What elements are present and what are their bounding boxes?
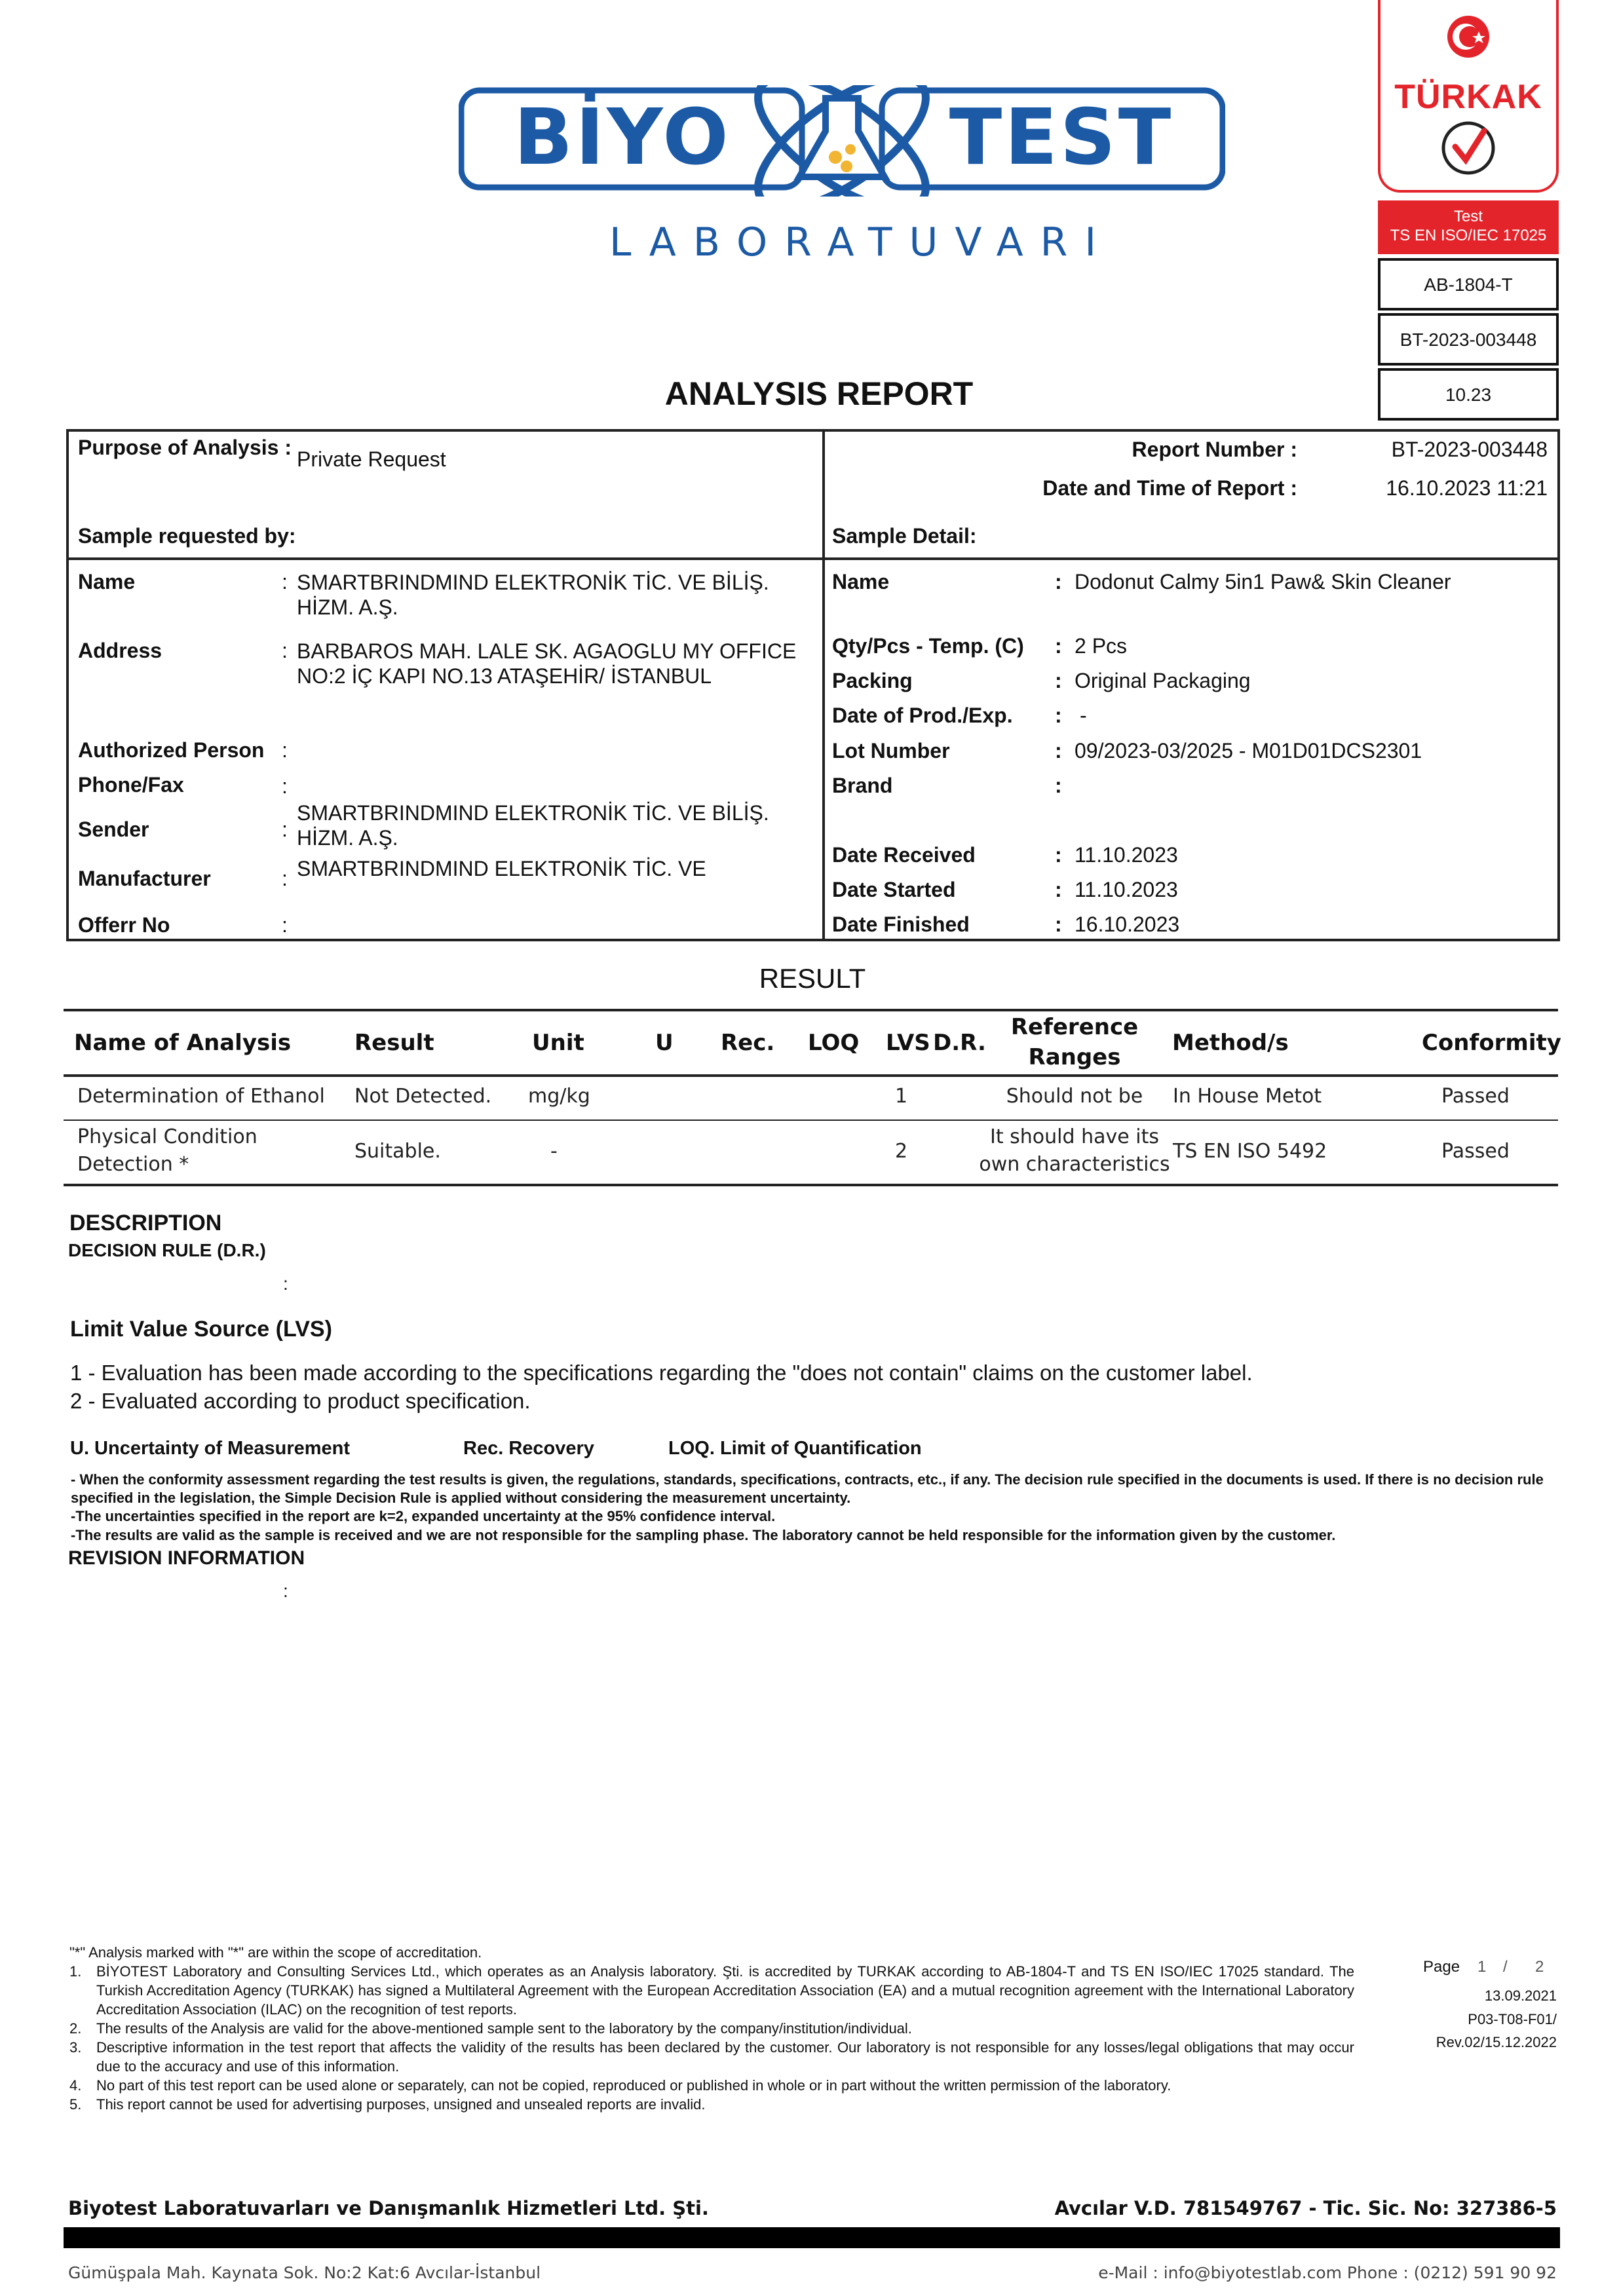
page-total: 2 [1535,1958,1544,1976]
footnote-1-num: 1. [69,1963,82,1980]
date-received-value: 11.10.2023 [1075,843,1178,867]
footnote-3: Descriptive information in the test report that affects the validity of the results has been declared by the customer. Our laboratory is not responsible for any losses/legal obligations that may occur due to the accuracy and use of this information. [96,2039,1354,2075]
row2-lvs: 2 [895,1140,908,1163]
qty-value: 2 Pcs [1075,634,1128,658]
abbr-loq: LOQ. Limit of Quantification [668,1438,922,1459]
turkak-standard [1378,200,1559,254]
report-number-value: BT-2023-003448 [1391,438,1548,461]
col-loq: LOQ [808,1030,860,1056]
brand-label: Brand [832,774,893,797]
colon: : [282,570,288,593]
date-received-label: Date Received [832,843,976,867]
row1-name: Determination of Ethanol [77,1085,325,1108]
lvs-item-2: 2 - Evaluated according to product specification. [70,1389,531,1413]
footnote-2: The results of the Analysis are valid for the above-mentioned sample sent to the laboratory by the company/institution/individual. [96,2020,912,2037]
row1-reference: Should not be [1006,1085,1143,1108]
packing-value: Original Packaging [1075,669,1251,692]
footnote-5: This report cannot be used for advertising purposes, unsigned and unsealed reports are invalid. [96,2096,706,2113]
row1-result: Not Detected. [354,1085,492,1108]
requester-name-label: Name [78,570,136,593]
company-tax: Avcılar V.D. 781549767 - Tic. Sic. No: 327386-5 [1054,2197,1557,2219]
page-label: Page [1423,1958,1460,1976]
row2-result: Suitable. [354,1140,441,1163]
lvs-title: Limit Value Source (LVS) [70,1317,332,1342]
colon: : [1055,913,1062,936]
date-finished-label: Date Finished [832,913,970,936]
colon: : [282,639,288,662]
form-revision: Rev.02/15.12.2022 [1436,2034,1557,2050]
footnote-2-num: 2. [69,2020,82,2037]
col-rec: Rec. [721,1030,775,1056]
logo-text-biyo: BİYO [514,92,731,182]
footer-bar [64,2227,1560,2248]
colon: : [1055,739,1062,762]
purpose-value: Private Request [297,447,446,471]
col-lvs: LVS [886,1030,930,1056]
logo-text-test: TEST [949,92,1174,182]
decision-rule-title: DECISION RULE (D.R.) [68,1240,266,1260]
prod-exp-value: - [1080,704,1087,727]
row1-method: In House Metot [1173,1085,1322,1108]
company-address: Gümüşpala Mah. Kaynata Sok. No:2 Kat:6 Avcılar-İstanbul [68,2263,541,2282]
col-name-of-analysis: Name of Analysis [74,1030,292,1056]
row2-method: TS EN ISO 5492 [1173,1140,1327,1163]
company-name: Biyotest Laboratuvarları ve Danışmanlık Hizmetleri Ltd. Şti. [68,2197,709,2219]
colon: : [282,818,288,841]
date-finished-value: 16.10.2023 [1075,913,1180,936]
manufacturer-value: SMARTBRINDMIND ELEKTRONİK TİC. VE [297,857,706,880]
colon: : [282,774,288,798]
colon: : [1055,843,1062,867]
date-started-value: 11.10.2023 [1075,878,1178,901]
col-methods: Method/s [1172,1030,1289,1056]
prod-exp-label: Date of Prod./Exp. [832,704,1013,727]
sample-detail-heading: Sample Detail: [832,524,977,548]
requester-name-value: SMARTBRINDMIND ELEKTRONİK TİC. VE BİLİŞ. HİZM. A.Ş. [297,571,769,619]
accreditation-number: AB-1804-T [1378,258,1559,311]
col-reference: Reference [1010,1014,1139,1040]
footnote-5-num: 5. [69,2096,82,2113]
page-current: 1 [1477,1958,1487,1976]
sample-requested-by: Sample requested by: [78,524,296,548]
result-title: RESULT [759,963,866,994]
address-value: BARBAROS MAH. LALE SK. AGAOGLU MY OFFICE NO:2 İÇ KAPI NO.13 ATAŞEHİR/ İSTANBUL [297,639,797,688]
report-date-value: 16.10.2023 11:21 [1386,476,1548,500]
colon: : [282,738,288,762]
sample-name-value: Dodonut Calmy 5in1 Paw& Skin Cleaner [1075,570,1451,593]
lot-number-value: 09/2023-03/2025 - M01D01DCS2301 [1075,739,1422,762]
logo-subtitle: LABORATUVARI [609,219,1114,265]
turkak-logo [1378,0,1559,193]
footnote-3-num: 3. [69,2039,82,2056]
lot-number-label: Lot Number [832,739,950,762]
row2-reference-line2: own characteristics [979,1153,1170,1176]
badge-report-number: BT-2023-003448 [1378,313,1559,366]
footnote-1: BİYOTEST Laboratory and Consulting Services Ltd., which operates as an Analysis laboratory. Şti. is accredited by TURKAK according to AB-1804-T and TS EN ISO/IEC 17025 standard. The Turkish Accreditation Agency (TURKAK) has signed a Multilateral Agreement with the European Accreditation Association (EA) and a mutual recognition agreement with the International Laboratory Accreditation Association (ILAC) on the recognition of test reports. [96,1963,1354,2018]
abbr-uncertainty: U. Uncertainty of Measurement [70,1438,351,1459]
footnote-star: "*" Analysis marked with "*" are within the scope of accreditation. [69,1944,482,1961]
row2-unit: - [550,1140,558,1163]
colon: : [1055,634,1062,658]
purpose-label: Purpose of Analysis : [78,436,292,459]
colon: : [1055,570,1062,593]
footnote-4-num: 4. [69,2077,82,2094]
table-top-rule [64,1009,1558,1011]
revision-title: REVISION INFORMATION [68,1547,305,1569]
footnote-4: No part of this test report can be used alone or separately, can not be copied, reproduced or published in whole or in part without the written permission of the laboratory. [96,2077,1171,2094]
turkak-test-label: Test [1453,208,1483,225]
table-bottom-rule [64,1184,1558,1186]
badge-date: 10.23 [1378,368,1559,421]
colon: : [1055,704,1062,727]
col-ranges: Ranges [1028,1044,1121,1070]
colon: : [282,867,288,890]
page-separator: / [1503,1958,1508,1976]
col-unit: Unit [532,1030,584,1056]
note-validity: -The results are valid as the sample is received and we are not responsible for the sampling phase. The laboratory cannot be held responsible for the information given by the customer. [71,1527,1336,1543]
description-title: DESCRIPTION [69,1211,222,1235]
lvs-item-1: 1 - Evaluation has been made according to the specifications regarding the "does not contain" claims on the customer label. [70,1361,1253,1385]
row2-name-line2: Detection * [77,1153,189,1176]
colon: : [1055,774,1062,797]
sender-label: Sender [78,818,149,841]
row2-name: Physical Condition [77,1125,257,1148]
table-row-rule [64,1120,1558,1121]
turkak-name: TÜRKAK [1394,78,1542,116]
colon: : [1055,878,1062,901]
sample-name-label: Name [832,570,890,593]
sender-value: SMARTBRINDMIND ELEKTRONİK TİC. VE BİLİŞ. HİZM. A.Ş. [297,801,769,850]
packing-label: Packing [832,669,913,692]
row2-reference: It should have its [990,1125,1159,1148]
turkak-badge [1378,0,1559,421]
row1-conformity: Passed [1441,1085,1510,1108]
col-u: U [655,1030,674,1056]
revision-colon: : [283,1581,288,1601]
row1-lvs: 1 [895,1085,908,1108]
turkak-standard-label: TS EN ISO/IEC 17025 [1390,227,1547,244]
form-date: 13.09.2021 [1484,1987,1557,2004]
report-date-label: Date and Time of Report : [1042,476,1297,500]
colon: : [1055,669,1062,692]
offer-no-label: Offerr No [78,913,170,937]
phone-fax-label: Phone/Fax [78,773,184,797]
table-header-rule [64,1074,1558,1077]
abbr-recovery: Rec. Recovery [463,1438,594,1459]
note-decision-rule: - When the conformity assessment regarding the test results is given, the regulations, standards, specifications, contracts, etc., if any. The decision rule specified in the documents is used. If there is no decision rule specified in the legislation, the Simple Decision Rule is applied without considering the measurement uncertainty. [71,1471,1544,1506]
report-title: ANALYSIS REPORT [664,375,974,412]
decision-rule-colon: : [283,1273,288,1294]
col-dr: D.R. [933,1030,986,1056]
col-result: Result [354,1030,434,1056]
colon: : [282,913,288,937]
report-number-label: Report Number : [1132,438,1297,461]
address-label: Address [78,639,162,662]
col-conformity: Conformity [1422,1030,1561,1056]
manufacturer-label: Manufacturer [78,867,211,890]
qty-label: Qty/Pcs - Temp. (C) [832,634,1024,658]
form-code: P03-T08-F01/ [1468,2011,1557,2027]
row1-unit: mg/kg [528,1085,590,1108]
row2-conformity: Passed [1441,1140,1510,1163]
authorized-person-label: Authorized Person [78,738,265,762]
note-uncertainty: -The uncertainties specified in the report are k=2, expanded uncertainty at the 95% confidence interval. [71,1508,776,1524]
company-contact: e-Mail : info@biyotestlab.com Phone : (0212) 591 90 92 [1098,2263,1557,2282]
date-started-label: Date Started [832,878,956,901]
